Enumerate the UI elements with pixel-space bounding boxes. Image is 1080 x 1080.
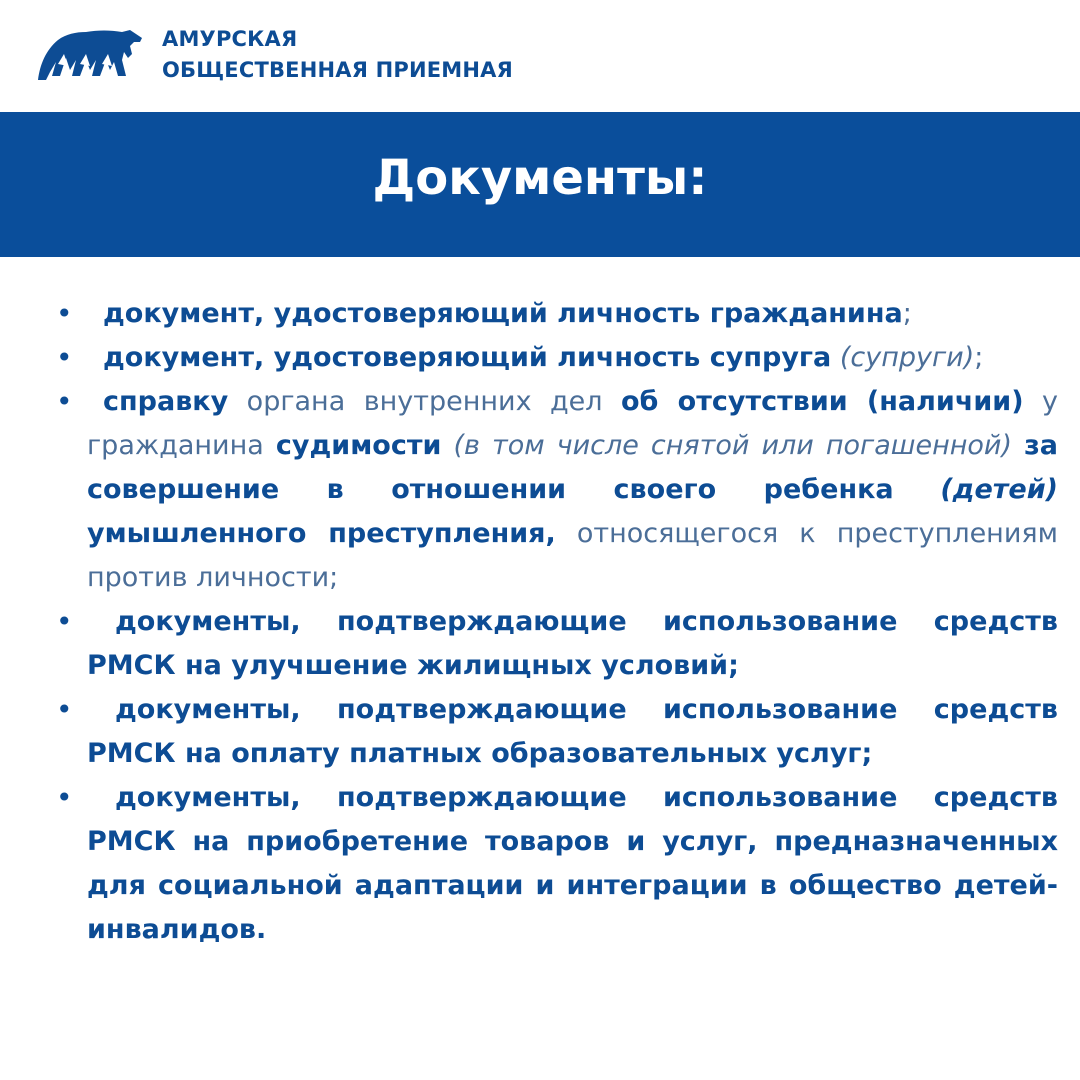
item-text: документы, подтверждающие использование средств РМСК на улучшение жилищных условий;	[87, 606, 1058, 681]
item-italic-1: (в том числе снятой или погашенной)	[453, 430, 1013, 461]
item-plain-3: относящегося к преступлениям против личности;	[87, 518, 1058, 593]
item-bold-3: судимости	[275, 430, 442, 461]
item-bold-4: за совершение в отношении своего ребенка	[87, 430, 1058, 505]
item-plain-2: у гражданина	[87, 386, 1058, 461]
bear-logo-icon	[36, 24, 144, 84]
bullet: •	[56, 781, 73, 814]
list-item	[56, 336, 1058, 380]
bullet: •	[56, 341, 73, 374]
bullet: •	[56, 605, 73, 638]
item-text: документы, подтверждающие использование средств РМСК на приобретение товаров и услуг, предназначенных для социальной адаптации и интеграции в общество детей-инвалидов.	[87, 782, 1058, 945]
list-item	[56, 292, 1058, 336]
organization-name	[162, 24, 513, 86]
item-bold-5: умышленного преступления,	[87, 518, 556, 549]
documents-list	[0, 292, 1080, 952]
org-line-1: АМУРСКАЯ	[162, 27, 298, 51]
item-bold-1: справку	[103, 386, 229, 417]
org-line-2: ОБЩЕСТВЕННАЯ ПРИЕМНАЯ	[162, 58, 513, 82]
item-italic: (супруги)	[839, 342, 975, 373]
bullet: •	[56, 297, 73, 330]
bullet: •	[56, 693, 73, 726]
page-title: Документы:	[372, 149, 708, 206]
item-bold-2: об отсутствии (наличии)	[620, 386, 1024, 417]
item-text: документы, подтверждающие использование средств РМСК на оплату платных образовательных услуг;	[87, 694, 1058, 769]
item-tail: ;	[902, 298, 912, 329]
list-item	[56, 600, 1058, 688]
list-item	[56, 380, 1058, 600]
title-banner	[0, 112, 1080, 257]
item-tail: ;	[974, 342, 984, 373]
item-text: документ, удостоверяющий личность гражданина	[103, 298, 903, 329]
item-plain-1: органа внутренних дел	[246, 386, 603, 417]
item-text: документ, удостоверяющий личность супруга	[103, 342, 832, 373]
header	[0, 0, 1080, 112]
list-item	[56, 776, 1058, 952]
item-italic-bold: (детей)	[940, 474, 1058, 505]
list-item	[56, 688, 1058, 776]
bullet: •	[56, 385, 73, 418]
